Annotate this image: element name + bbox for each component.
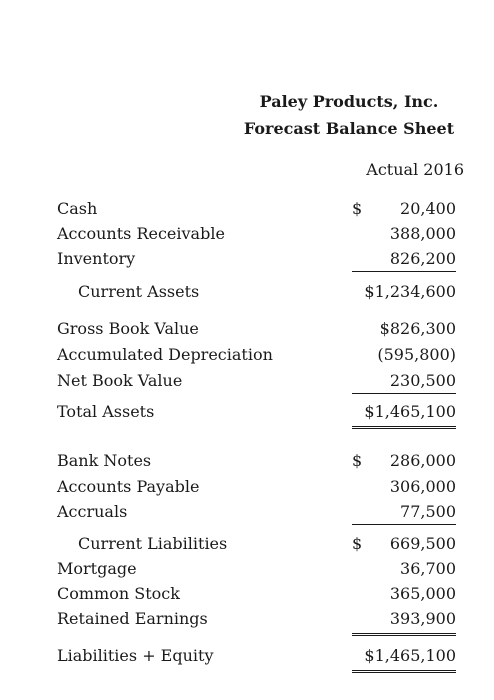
- row-label: Liabilities + Equity: [57, 646, 214, 665]
- row-mortgage: [0, 559, 494, 583]
- row-label: Accruals: [57, 502, 128, 521]
- row-value: [352, 224, 456, 246]
- row-liabilities-plus-equity: [0, 646, 494, 670]
- row-label: Current Liabilities: [78, 534, 228, 553]
- row-value: [352, 319, 456, 341]
- row-current-liabilities: [0, 534, 494, 558]
- company-name: Paley Products, Inc.: [259, 92, 439, 111]
- row-label: Bank Notes: [57, 451, 152, 470]
- amount: 826,200: [389, 249, 456, 268]
- row-value: [352, 646, 456, 673]
- row-label: Common Stock: [57, 584, 180, 603]
- row-value: [352, 559, 456, 581]
- row-total-assets: [0, 402, 494, 426]
- row-label: Net Book Value: [57, 371, 183, 390]
- row-label: Cash: [57, 199, 98, 218]
- amount: $826,300: [379, 319, 456, 338]
- currency-symbol: [352, 402, 362, 426]
- row-label: Mortgage: [57, 559, 137, 578]
- currency-symbol: $: [352, 451, 363, 470]
- column-header-actual-2016: Actual 2016: [366, 160, 464, 179]
- currency-symbol: [352, 559, 362, 581]
- row-accruals: [0, 502, 494, 526]
- row-accounts-receivable: [0, 224, 494, 248]
- row-accounts-payable: [0, 477, 494, 501]
- amount: 230,500: [389, 371, 456, 390]
- row-value: [352, 345, 456, 367]
- amount: $1,465,100: [364, 402, 456, 421]
- amount: 306,000: [389, 477, 456, 496]
- row-accumulated-depreciation: [0, 345, 494, 369]
- row-label: Gross Book Value: [57, 319, 199, 338]
- row-value: [352, 451, 456, 473]
- row-inventory: [0, 249, 494, 273]
- currency-symbol: [352, 249, 362, 271]
- row-value: [352, 402, 456, 429]
- currency-symbol: [352, 584, 362, 606]
- row-label: Total Assets: [57, 402, 155, 421]
- row-value: [352, 371, 456, 394]
- amount: 393,900: [389, 609, 456, 628]
- currency-symbol: [352, 477, 362, 499]
- currency-symbol: [352, 646, 362, 670]
- row-label: Inventory: [57, 249, 136, 268]
- row-label: Accumulated Depreciation: [57, 345, 273, 364]
- currency-symbol: $: [352, 534, 363, 553]
- row-common-stock: [0, 584, 494, 608]
- row-current-assets: [0, 282, 494, 306]
- amount: 669,500: [389, 534, 456, 553]
- row-value: [352, 477, 456, 499]
- row-label: Current Assets: [78, 282, 200, 301]
- row-value: [352, 502, 456, 525]
- currency-symbol: [352, 371, 362, 393]
- currency-symbol: [352, 224, 362, 246]
- row-cash: [0, 199, 494, 223]
- row-label: Retained Earnings: [57, 609, 208, 628]
- currency-symbol: [352, 609, 362, 633]
- row-value: [352, 199, 456, 221]
- statement-title: Forecast Balance Sheet: [243, 119, 455, 138]
- currency-symbol: [352, 502, 362, 524]
- row-label: Accounts Payable: [57, 477, 200, 496]
- amount: 77,500: [400, 502, 456, 521]
- currency-symbol: [352, 345, 362, 367]
- row-value: [352, 282, 456, 304]
- amount: 365,000: [389, 584, 456, 603]
- row-net-book-value: [0, 371, 494, 395]
- row-value: [352, 584, 456, 606]
- currency-symbol: $: [352, 199, 363, 218]
- amount: (595,800): [377, 345, 456, 364]
- row-bank-notes: [0, 451, 494, 475]
- currency-symbol: [352, 319, 362, 341]
- amount: 388,000: [389, 224, 456, 243]
- amount: $1,465,100: [364, 646, 456, 665]
- row-value: [352, 609, 456, 636]
- row-retained-earnings: [0, 609, 494, 633]
- row-value: [352, 534, 456, 556]
- amount: 286,000: [389, 451, 456, 470]
- row-label: Accounts Receivable: [57, 224, 225, 243]
- row-value: [352, 249, 456, 272]
- row-gross-book-value: [0, 319, 494, 343]
- amount: 20,400: [400, 199, 456, 218]
- amount: 36,700: [400, 559, 456, 578]
- currency-symbol: [352, 282, 362, 304]
- amount: $1,234,600: [364, 282, 456, 301]
